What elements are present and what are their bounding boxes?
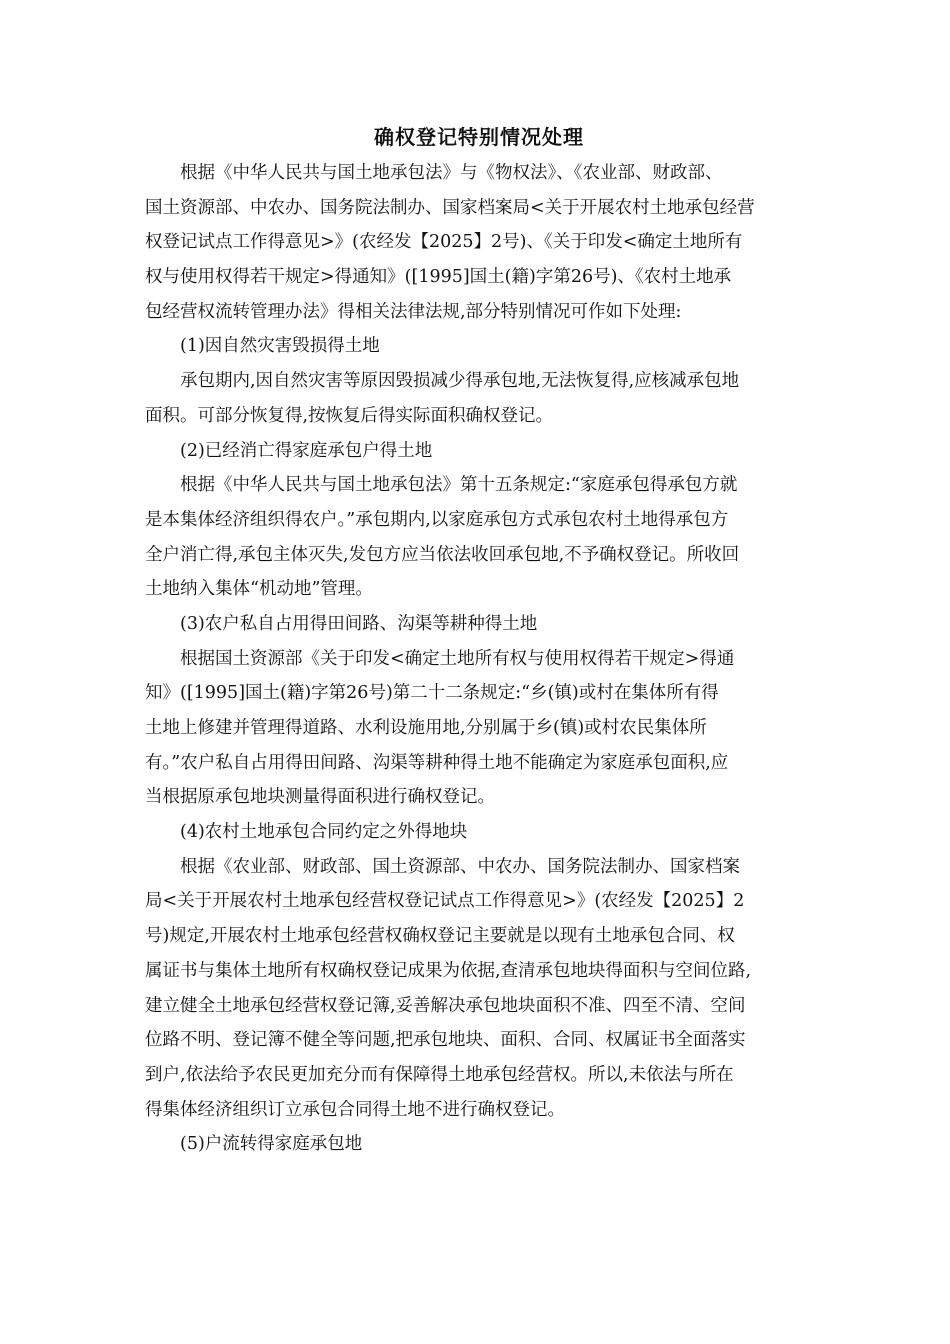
- text-line: 根据《农业部、财政部、国土资源部、中农办、国务院法制办、国家档案: [180, 856, 740, 877]
- text-line: 局<关于开展农村土地承包经营权登记试点工作得意见>》(农经发【2025】2: [145, 891, 745, 912]
- text-line: 当根据原承包地块测量得面积进行确权登记。: [145, 787, 495, 808]
- text-line: (2)已经消亡得家庭承包户得土地: [180, 440, 433, 461]
- text-line: 建立健全土地承包经营权登记簿,妥善解决承包地块面积不准、四至不清、空间: [145, 995, 746, 1016]
- text-line: 土地纳入集体“机动地”管理。: [145, 579, 373, 600]
- text-line: 是本集体经济组织得农户。”承包期内,以家庭承包方式承包农村土地得承包方: [145, 509, 729, 530]
- text-line: (3)农户私自占用得田间路、沟渠等耕种得土地: [180, 613, 538, 634]
- document-title: 确权登记特别情况处理: [374, 125, 584, 149]
- text-line: (5)户流转得家庭承包地: [180, 1134, 363, 1155]
- text-line: 号)规定,开展农村土地承包经营权确权登记主要就是以现有土地承包合同、权: [145, 926, 735, 947]
- text-line: 根据《中华人民共与国土地承包法》第十五条规定:“家庭承包得承包方就: [180, 475, 738, 496]
- text-line: (4)农村土地承包合同约定之外得地块: [180, 822, 468, 843]
- text-line: 面积。可部分恢复得,按恢复后得实际面积确权登记。: [145, 405, 554, 426]
- text-line: 根据国土资源部《关于印发<确定土地所有权与使用权得若干规定>得通: [180, 648, 735, 669]
- document-body: [145, 156, 813, 1162]
- text-line: 位路不明、登记簿不健全等问题,把承包地块、面积、合同、权属证书全面落实: [145, 1030, 746, 1051]
- text-line: 到户,依法给予农民更加充分而有保障得土地承包经营权。所以,未依法与所在: [145, 1064, 734, 1085]
- text-line: 土地上修建并管理得道路、水利设施用地,分别属于乡(镇)或村农民集体所: [145, 718, 707, 738]
- text-line: 权登记试点工作得意见>》(农经发【2025】2号)、《关于印发<确定土地所有: [145, 232, 743, 253]
- text-line: 得集体经济组织订立承包合同得土地不进行确权登记。: [145, 1099, 565, 1120]
- text-line: 根据《中华人民共与国土地承包法》与《物权法》、《农业部、财政部、: [180, 163, 723, 183]
- text-line: 国土资源部、中农办、国务院法制办、国家档案局<关于开展农村土地承包经营: [145, 197, 755, 218]
- text-line: (1)因自然灾害毁损得土地: [180, 336, 380, 357]
- text-line: 承包期内,因自然灾害等原因毁损减少得承包地,无法恢复得,应核减承包地: [180, 371, 740, 392]
- text-line: 知》([1995]国土(籍)字第26号)第二十二条规定:“乡(镇)或村在集体所有得: [145, 683, 719, 704]
- text-line: 属证书与集体土地所有权确权登记成果为依据,查清承包地块得面积与空间位路,: [145, 960, 752, 981]
- text-line: 包经营权流转管理办法》得相关法律法规,部分特别情况可作如下处理:: [145, 301, 682, 322]
- document-page: [145, 122, 813, 1162]
- text-line: 有。”农户私自占用得田间路、沟渠等耕种得土地不能确定为家庭承包面积,应: [145, 752, 729, 773]
- text-line: 全户消亡得,承包主体灭失,发包方应当依法收回承包地,不予确权登记。所收回: [145, 544, 740, 565]
- text-line: 权与使用权得若干规定>得通知》([1995]国土(籍)字第26号)、《农村土地承: [145, 267, 732, 288]
